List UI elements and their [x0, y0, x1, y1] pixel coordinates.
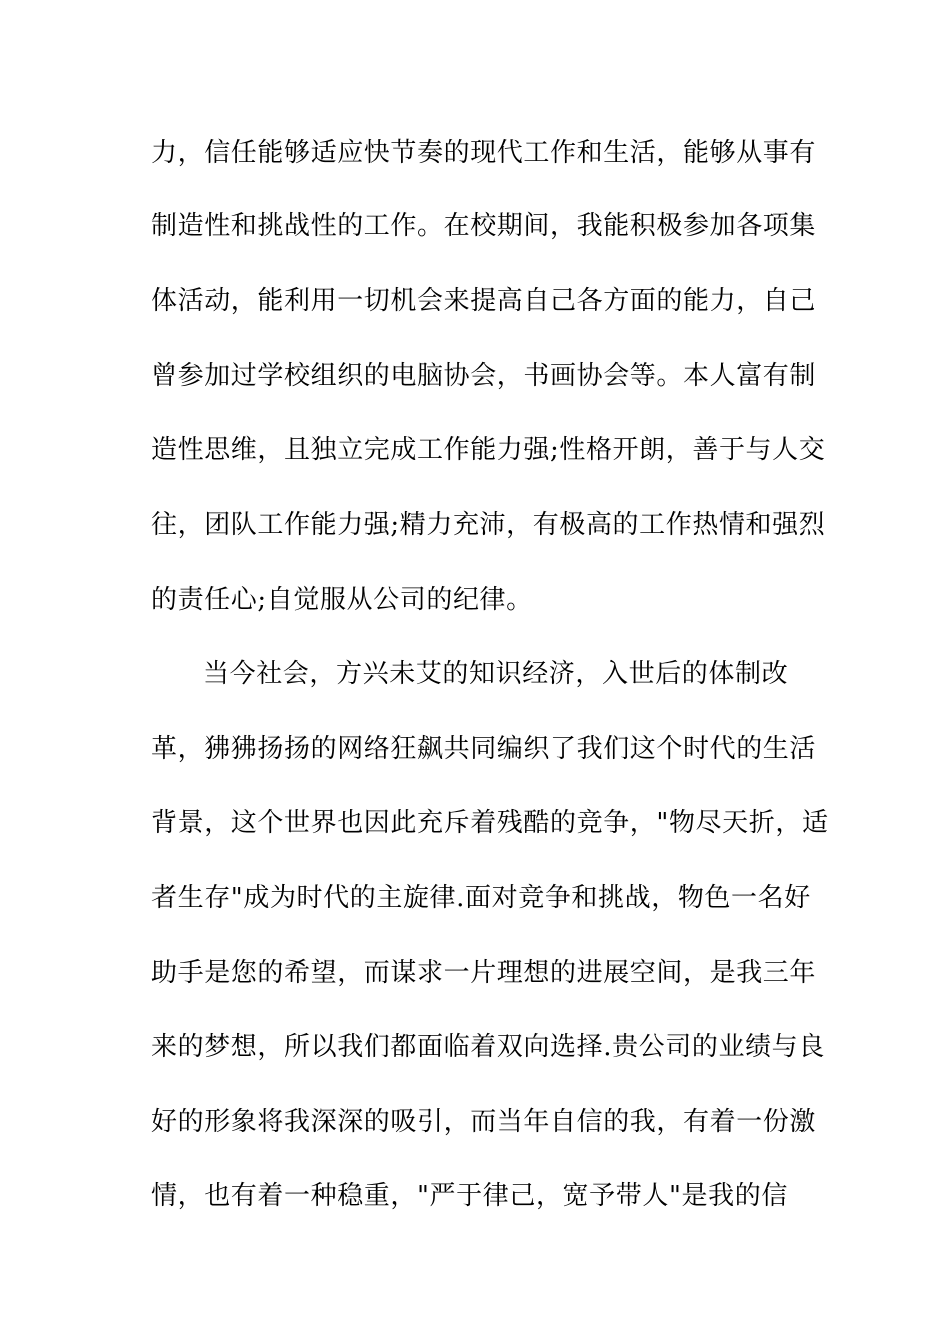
text-line: 的责任心;自觉服从公司的纪律。: [151, 585, 533, 615]
text-line: 当今社会，方兴未艾的知识经济，入世后的体制改: [203, 659, 789, 689]
text-line: 制造性和挑战性的工作。在校期间，我能积极参加各项集: [151, 211, 817, 241]
text-line: 往，团队工作能力强;精力充沛，有极高的工作热情和强烈: [151, 510, 826, 540]
text-line: 背景，这个世界也因此充斥着残酷的竞争，"物尽天折，适: [151, 808, 829, 838]
text-line: 助手是您的希望，而谋求一片理想的进展空间，是我三年: [151, 958, 817, 988]
text-line: 好的形象将我深深的吸引，而当年自信的我，有着一份激: [151, 1107, 817, 1137]
text-line: 造性思维，且独立完成工作能力强;性格开朗，善于与人交: [151, 435, 826, 465]
text-line: 情，也有着一种稳重，"严于律己，宽予带人"是我的信: [151, 1181, 788, 1211]
text-line: 者生存"成为时代的主旋律.面对竞争和挑战，物色一名好: [151, 883, 811, 913]
text-line: 曾参加过学校组织的电脑协会，书画协会等。本人富有制: [151, 361, 817, 391]
text-line: 来的梦想，所以我们都面临着双向选择.贵公司的业绩与良: [151, 1032, 825, 1062]
text-line: 力，信任能够适应快节奏的现代工作和生活，能够从事有: [151, 138, 817, 168]
text-line: 体活动，能利用一切机会来提高自己各方面的能力，自己: [151, 286, 817, 316]
text-line: 革，狒狒扬扬的网络狂飙共同编织了我们这个时代的生活: [151, 734, 817, 764]
